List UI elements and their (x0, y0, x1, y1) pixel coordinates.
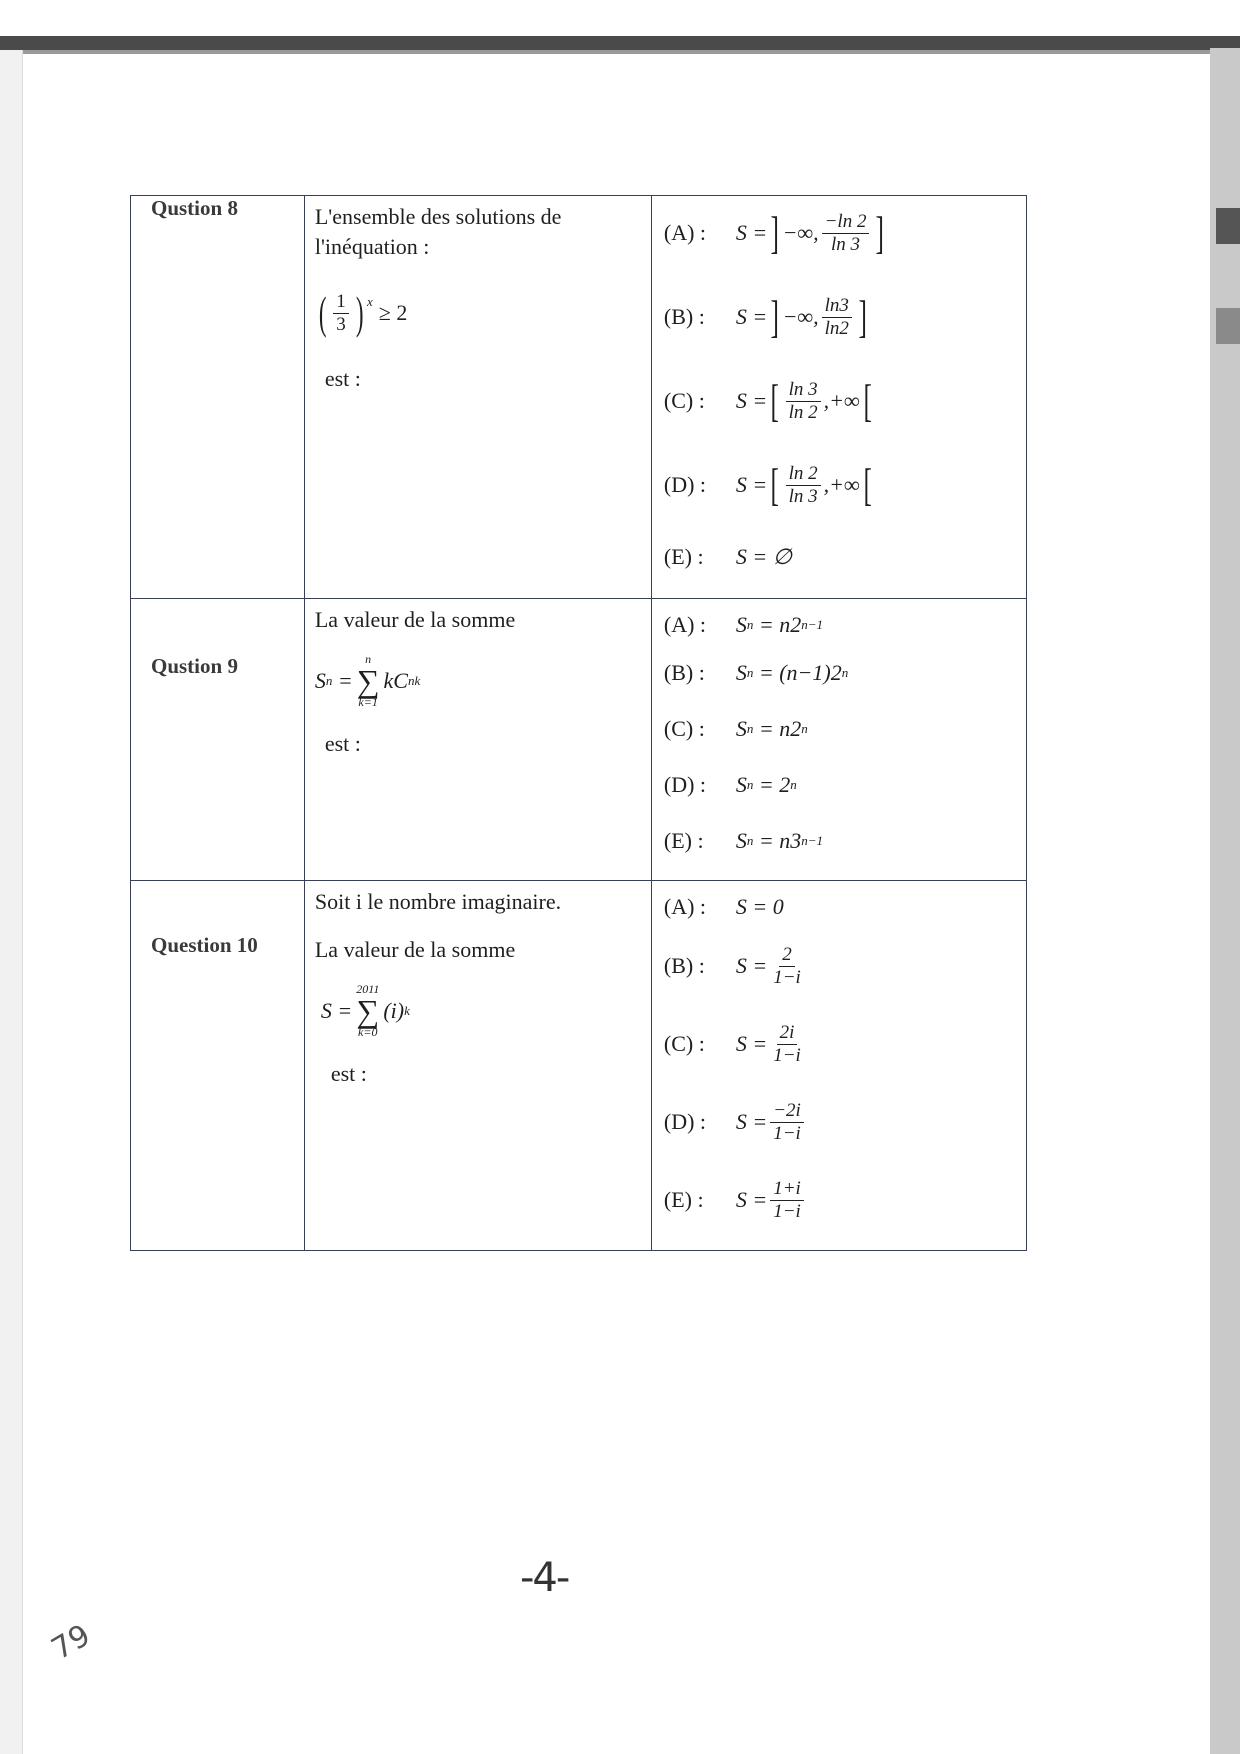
answer-option-e[interactable] (664, 1161, 1018, 1239)
questions-table (130, 195, 1027, 1251)
option-formula: S n = 2 n (735, 772, 797, 797)
answer-option-e[interactable] (664, 526, 1018, 588)
answer-option-a[interactable] (664, 202, 1018, 264)
answer-option-a[interactable] (664, 887, 1018, 927)
answer-option-d[interactable] (664, 1083, 1018, 1161)
option-formula: S = [ $\frac{\ln 3}{\ln 2}$ ,+∞ [ (735, 375, 872, 426)
options-cell (651, 196, 1026, 599)
question-tail: est : (330, 1061, 367, 1086)
option-label: (A) : (663, 894, 707, 919)
answer-option-d[interactable] (664, 454, 1018, 516)
answer-option-c[interactable] (664, 370, 1018, 432)
option-label: (D) : (663, 772, 707, 797)
scan-edge-right (1210, 48, 1240, 1754)
option-label: (D) : (663, 472, 707, 497)
stem-line: La valeur de la somme (314, 937, 516, 962)
handwritten-note: 79 (45, 1617, 97, 1668)
question-label: Qustion 8 (131, 196, 305, 599)
scan-edge-top (0, 36, 1240, 50)
option-label: (B) : (663, 304, 705, 329)
question-formula: S = 2011 ∑ k=0 (i) k (320, 982, 410, 1039)
option-label: (C) : (663, 1031, 705, 1056)
options-cell (651, 881, 1026, 1251)
option-formula: S = $\frac{1+i}{1-i}$ (736, 1178, 807, 1223)
answer-option-c[interactable] (664, 701, 1018, 757)
page-number: -4- (520, 1555, 569, 1601)
option-label: (A) : (663, 612, 707, 637)
stem-line: L'ensemble des solutions de (314, 204, 562, 229)
option-label: (B) : (663, 953, 705, 978)
option-label: (C) : (663, 716, 705, 741)
option-formula: S = ∅ (735, 544, 792, 569)
option-label: (D) : (663, 1109, 707, 1134)
option-formula: S = ] −∞, $\frac{\ln 3}{\ln 2}$ ] (735, 291, 867, 342)
option-formula: S = 0 (735, 894, 784, 919)
option-formula: S n = (n−1)2 n (735, 660, 849, 685)
question-row (131, 881, 1027, 1251)
question-stem-cell (304, 599, 651, 881)
question-row (131, 599, 1027, 881)
answer-option-a[interactable] (664, 605, 1018, 645)
option-formula: S n = n3 n−1 (735, 828, 824, 853)
option-label: (B) : (663, 660, 705, 685)
question-formula: S n = n ∑ k=1 kC n k (314, 652, 421, 709)
option-formula: S = $\frac{2}{1-i}$ (735, 943, 801, 988)
question-label: Qustion 9 (131, 599, 305, 881)
question-stem-cell (304, 881, 651, 1251)
question-stem-cell (304, 196, 651, 599)
question-tail: est : (324, 366, 361, 391)
scan-edge-left (0, 50, 23, 1754)
option-formula: S n = n2 n−1 (735, 612, 824, 637)
option-formula: S = ] −∞, $\frac{-\ln 2}{\ln 3}$ ] (735, 207, 885, 258)
question-row (131, 196, 1027, 599)
stem-line: l'inéquation : (314, 234, 430, 259)
answer-option-b[interactable] (664, 286, 1018, 348)
option-label: (E) : (663, 544, 704, 569)
answer-option-b[interactable] (664, 927, 1018, 1005)
answer-option-c[interactable] (664, 1005, 1018, 1083)
option-label: (E) : (663, 828, 704, 853)
stem-line: La valeur de la somme (314, 607, 516, 632)
option-formula: S = [ $\frac{\ln 2}{\ln 3}$ ,+∞ [ (735, 459, 872, 510)
question-formula: ( $\frac{1}{3}$ ) $^x$ ≥ 2 (318, 287, 408, 338)
answer-option-e[interactable] (664, 813, 1018, 869)
stem-line: Soit i le nombre imaginaire. (314, 889, 562, 914)
option-label: (C) : (663, 388, 705, 413)
option-formula: S = $\frac{-2i}{1-i}$ (736, 1100, 807, 1145)
option-label: (E) : (663, 1187, 704, 1212)
question-tail: est : (324, 731, 361, 756)
options-cell (651, 599, 1026, 881)
question-label: Question 10 (131, 881, 305, 1251)
answer-option-d[interactable] (664, 757, 1018, 813)
option-formula: S = $\frac{2i}{1-i}$ (735, 1021, 801, 1066)
option-label: (A) : (663, 220, 707, 245)
option-formula: S n = n2 n (735, 716, 808, 741)
answer-option-b[interactable] (664, 645, 1018, 701)
